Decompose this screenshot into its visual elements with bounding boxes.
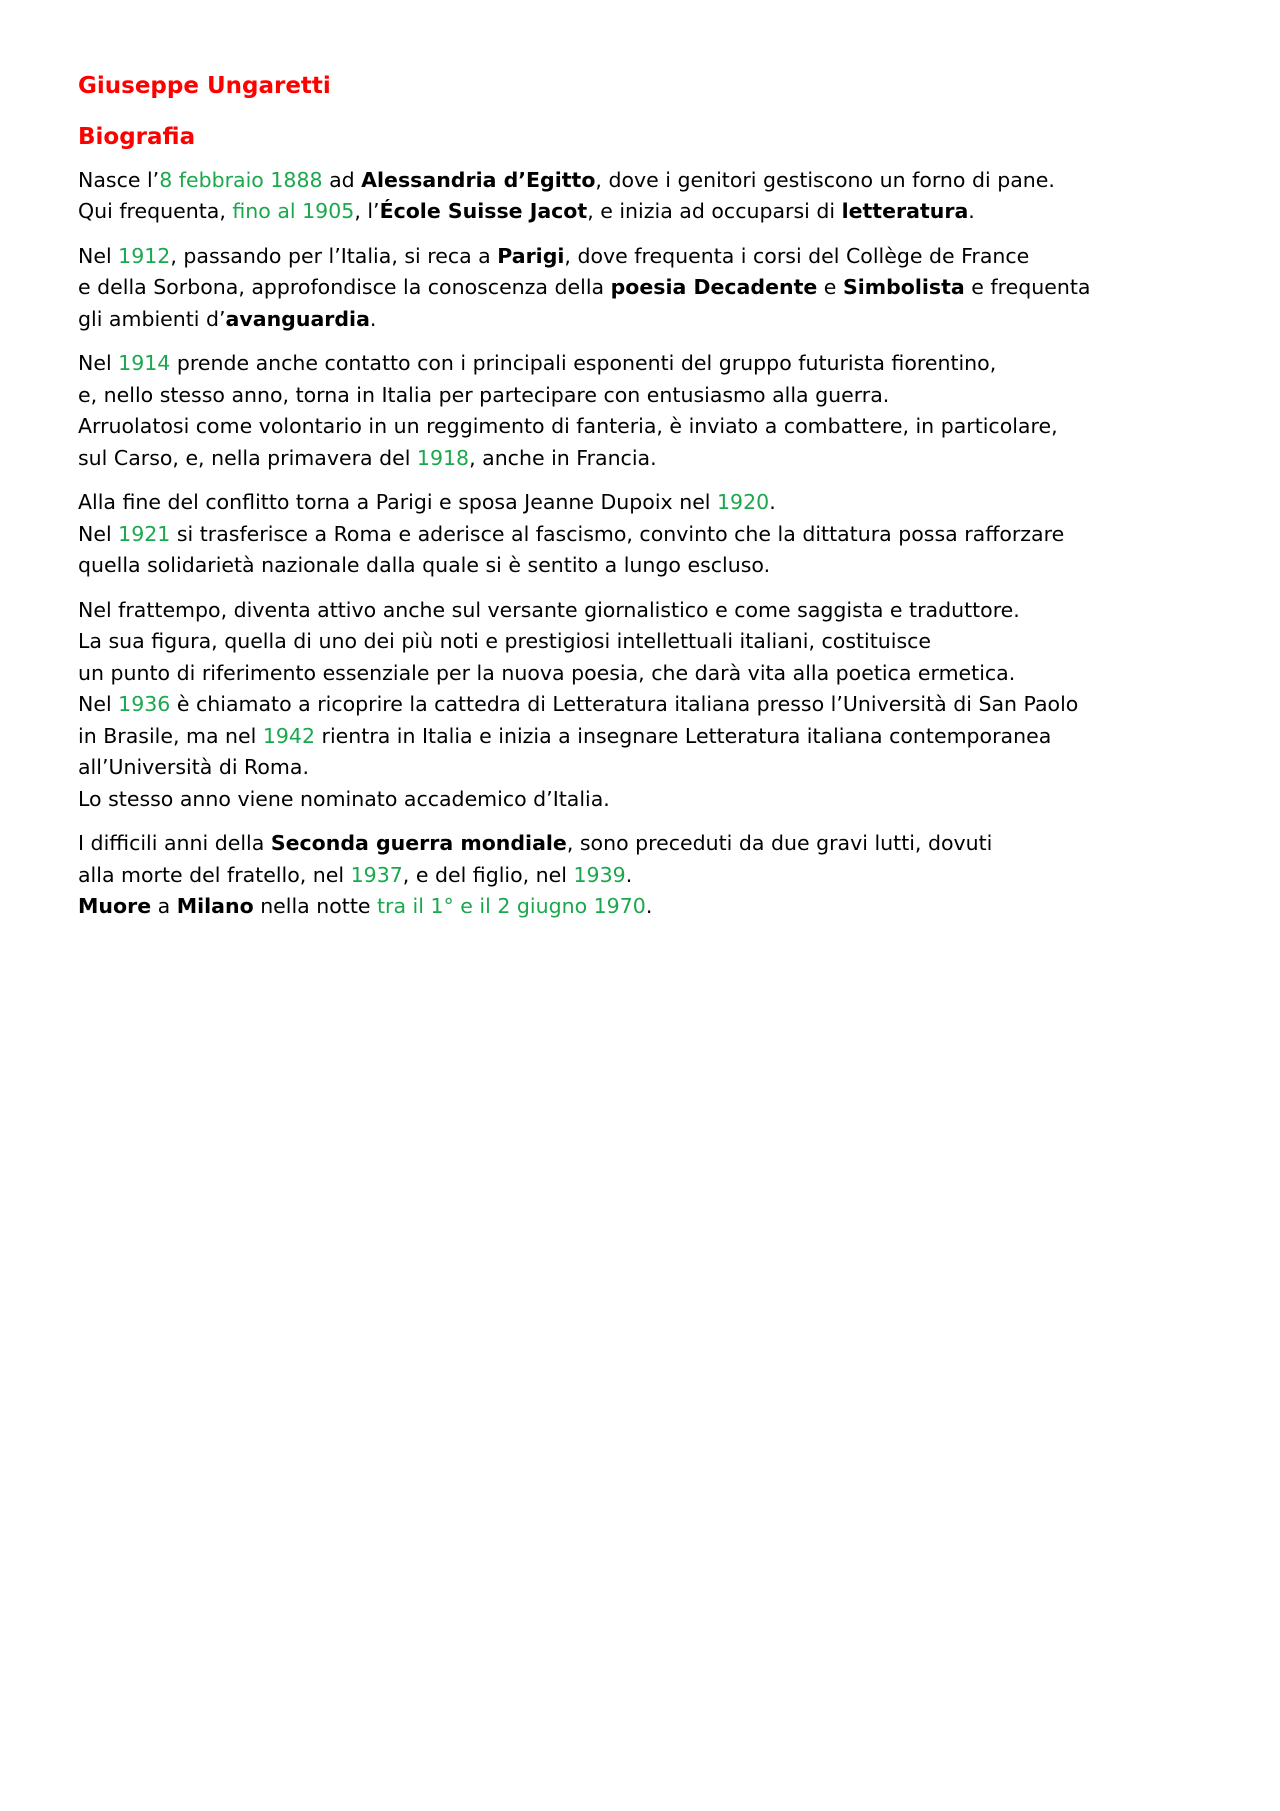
text-segment: , e del figlio, nel: [402, 862, 574, 887]
text-segment: all’Università di Roma.: [78, 755, 309, 780]
date-highlight: 1920: [717, 490, 770, 515]
text-line: [78, 411, 1218, 443]
bold-keyword: avanguardia: [225, 306, 370, 331]
section-title: Biografia: [78, 123, 196, 150]
text-segment: , anche in Francia.: [469, 445, 657, 470]
text-line: [78, 828, 1218, 860]
text-segment: , passando per l’Italia, si reca a: [170, 243, 498, 268]
bold-keyword: Alessandria d’Egitto: [361, 167, 596, 192]
bold-keyword: letteratura: [841, 199, 969, 224]
text-segment: e frequenta: [964, 275, 1091, 300]
text-line: [78, 196, 1218, 228]
paragraph: [78, 348, 1218, 474]
paragraph: [78, 595, 1218, 816]
text-segment: , e inizia ad occuparsi di: [587, 199, 842, 224]
text-segment: Nasce l’: [78, 167, 160, 192]
text-line: [78, 241, 1218, 273]
text-segment: nella notte: [253, 894, 378, 919]
text-line: [78, 752, 1218, 784]
text-line: [78, 165, 1218, 197]
text-segment: Qui frequenta,: [78, 199, 233, 224]
text-line: [78, 721, 1218, 753]
text-segment: .: [645, 894, 653, 919]
document-title: Giuseppe Ungaretti: [78, 73, 331, 99]
text-segment: I difficili anni della: [78, 831, 271, 856]
text-line: [78, 348, 1218, 380]
text-segment: .: [769, 490, 776, 515]
text-line: [78, 443, 1218, 475]
bold-keyword: Muore: [78, 894, 152, 919]
text-line: [78, 658, 1218, 690]
text-segment: Nel: [78, 692, 119, 717]
date-highlight: 1937: [350, 862, 403, 887]
date-highlight: 1921: [118, 521, 171, 546]
text-line: [78, 891, 1218, 923]
text-segment: in Brasile, ma nel: [78, 723, 263, 748]
paragraph: [78, 165, 1218, 228]
date-highlight: fino al 1905: [232, 199, 355, 224]
text-segment: ad: [322, 167, 362, 192]
date-highlight: tra il 1° e il 2 giugno 1970: [377, 894, 646, 919]
bold-keyword: Milano: [176, 894, 254, 919]
date-highlight: 1936: [118, 692, 171, 717]
date-highlight: 1942: [262, 723, 316, 748]
text-segment: Lo stesso anno viene nominato accademico d’Italia.: [78, 786, 610, 811]
date-highlight: 1912: [118, 243, 171, 268]
text-line: [78, 595, 1218, 627]
text-line: [78, 860, 1218, 892]
paragraph: [78, 487, 1218, 582]
text-line: [78, 380, 1218, 412]
text-segment: e, nello stesso anno, torna in Italia per partecipare con entusiasmo alla guerra.: [78, 382, 890, 407]
text-line: [78, 272, 1218, 304]
paragraph: [78, 241, 1218, 336]
bold-keyword: poesia Decadente: [610, 275, 818, 300]
text-line: [78, 487, 1218, 519]
text-segment: sul Carso, e, nella primavera del: [78, 445, 417, 470]
bold-keyword: Seconda guerra mondiale: [270, 831, 567, 856]
text-segment: si trasferisce a Roma e aderisce al fascismo, convinto che la dittatura possa rafforzare: [170, 521, 1065, 546]
text-line: [78, 689, 1218, 721]
text-segment: .: [369, 306, 377, 331]
text-segment: è chiamato a ricoprire la cattedra di Letteratura italiana presso l’Università di San Paolo: [170, 692, 1079, 717]
date-highlight: 1914: [118, 351, 171, 376]
text-segment: Nel frattempo, diventa attivo anche sul versante giornalistico e come saggista e traduttore.: [78, 597, 1020, 622]
text-segment: .: [625, 862, 633, 887]
document-page: [78, 72, 1218, 936]
text-segment: Nel: [78, 521, 119, 546]
text-segment: e della Sorbona, approfondisce la conoscenza della: [78, 275, 611, 300]
bold-keyword: Parigi: [497, 243, 565, 268]
date-highlight: 1939: [573, 862, 626, 887]
text-segment: La sua figura, quella di uno dei più noti e prestigiosi intellettuali italiani, costituisce: [78, 629, 932, 654]
text-segment: .: [968, 199, 975, 224]
text-segment: Alla fine del conflitto torna a Parigi e sposa Jeanne Dupoix nel: [78, 490, 718, 515]
biography-body: [78, 165, 1218, 923]
text-segment: prende anche contatto con i principali esponenti del gruppo futurista fiorentino,: [170, 351, 997, 376]
date-highlight: 1918: [416, 445, 470, 470]
text-segment: Nel: [78, 351, 119, 376]
bold-keyword: Simbolista: [842, 275, 965, 300]
text-segment: , dove frequenta i corsi del Collège de France: [564, 243, 1030, 268]
text-line: [78, 626, 1218, 658]
date-highlight: 8 febbraio 1888: [159, 167, 323, 192]
paragraph: [78, 828, 1218, 923]
text-segment: gli ambienti d’: [78, 306, 226, 331]
text-line: [78, 304, 1218, 336]
text-segment: quella solidarietà nazionale dalla quale si è sentito a lungo escluso.: [78, 553, 771, 578]
text-segment: , sono preceduti da due gravi lutti, dovuti: [566, 831, 993, 856]
text-segment: Nel: [78, 243, 119, 268]
text-segment: a: [151, 894, 177, 919]
text-segment: e: [817, 275, 843, 300]
text-line: [78, 550, 1218, 582]
text-line: [78, 519, 1218, 551]
text-segment: rientra in Italia e inizia a insegnare Letteratura italiana contemporanea: [315, 723, 1052, 748]
text-line: [78, 784, 1218, 816]
text-segment: alla morte del fratello, nel: [78, 862, 351, 887]
bold-keyword: École Suisse Jacot: [379, 199, 588, 224]
text-segment: Arruolatosi come volontario in un reggimento di fanteria, è inviato a combattere, in particolare,: [78, 414, 1058, 439]
text-segment: , l’: [354, 199, 380, 224]
text-segment: , dove i genitori gestiscono un forno di pane.: [595, 167, 1055, 192]
text-segment: un punto di riferimento essenziale per la nuova poesia, che darà vita alla poetica ermetica.: [78, 660, 1016, 685]
